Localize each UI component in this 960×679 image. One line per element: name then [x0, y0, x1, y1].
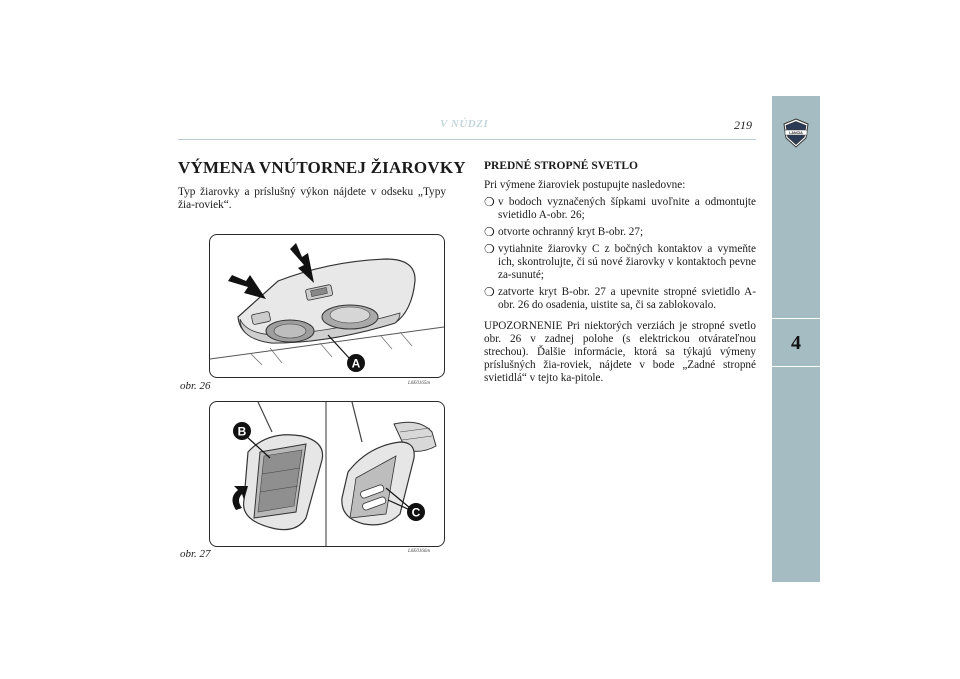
chapter-marker-line-top — [772, 318, 820, 319]
figure-27-caption: obr. 27 — [180, 548, 211, 560]
bullet-icon: ❍ — [484, 242, 495, 256]
figure-27-illustration — [209, 401, 445, 547]
callout-a-label: A — [351, 356, 361, 371]
steps-list — [484, 196, 756, 312]
bullet-icon: ❍ — [484, 195, 495, 209]
subsection-heading: PREDNÉ STROPNÉ SVETLO — [484, 160, 639, 172]
chapter-number: 4 — [791, 332, 801, 354]
lamp-cover-and-bulbs-drawing — [210, 402, 444, 546]
figure-27-code: L0E0166m — [408, 549, 430, 554]
callout-c-label: C — [411, 505, 421, 520]
bullet-icon: ❍ — [484, 285, 495, 299]
note-paragraph: UPOZORNENIE Pri niektorých verziách je stropné svetlo obr. 26 v zadnej polohe (s elektrickou otvárateľnou strechou). Ďalšie informácie, ktorá sa týkajú výmeny príslušných žia-roviek, nájdete v bode „Zadné stropné svietidlá“ v tejto ka-pitole. — [484, 320, 756, 384]
intro-paragraph: Typ žiarovky a príslušný výkon nájdete v odseku „Typy žia-roviek“. — [178, 186, 446, 211]
callout-b-label: B — [237, 424, 247, 439]
list-item — [484, 243, 756, 282]
step-text: v bodoch vyznačených šípkami uvoľnite a odmontujte svietidlo A-obr. 26; — [498, 196, 756, 221]
lancia-logo-icon — [781, 118, 811, 148]
right-column — [484, 160, 756, 391]
list-item — [484, 196, 756, 222]
step-text: vytiahnite žiarovky C z bočných kontaktov a vymeňte ich, skontrolujte, či sú nové žiarovky v kontaktoch pevne za-sunuté; — [498, 243, 756, 281]
list-item — [484, 226, 756, 239]
header-rule — [178, 139, 756, 140]
chapter-marker-line-bottom — [772, 366, 820, 367]
running-header-title: V NÚDZI — [440, 118, 489, 130]
step-text: otvorte ochranný kryt B-obr. 27; — [498, 226, 644, 238]
list-item — [484, 286, 756, 312]
front-ceiling-lamp-drawing — [210, 235, 444, 377]
steps-lead: Pri výmene žiaroviek postupujte nasledovne: — [484, 179, 686, 191]
figure-26-caption: obr. 26 — [180, 380, 211, 392]
figure-26-code: L0E0165m — [408, 381, 430, 386]
logo-lettering: LANCIA — [789, 131, 803, 135]
bullet-icon: ❍ — [484, 225, 495, 239]
section-title: VÝMENA VNÚTORNEJ ŽIAROVKY — [178, 158, 466, 177]
step-text: zatvorte kryt B-obr. 27 a upevnite stropné svietidlo A-obr. 26 do osadenia, uistite sa, či sa zablokovalo. — [498, 286, 756, 311]
page-number: 219 — [734, 118, 752, 132]
figure-26-illustration — [209, 234, 445, 378]
